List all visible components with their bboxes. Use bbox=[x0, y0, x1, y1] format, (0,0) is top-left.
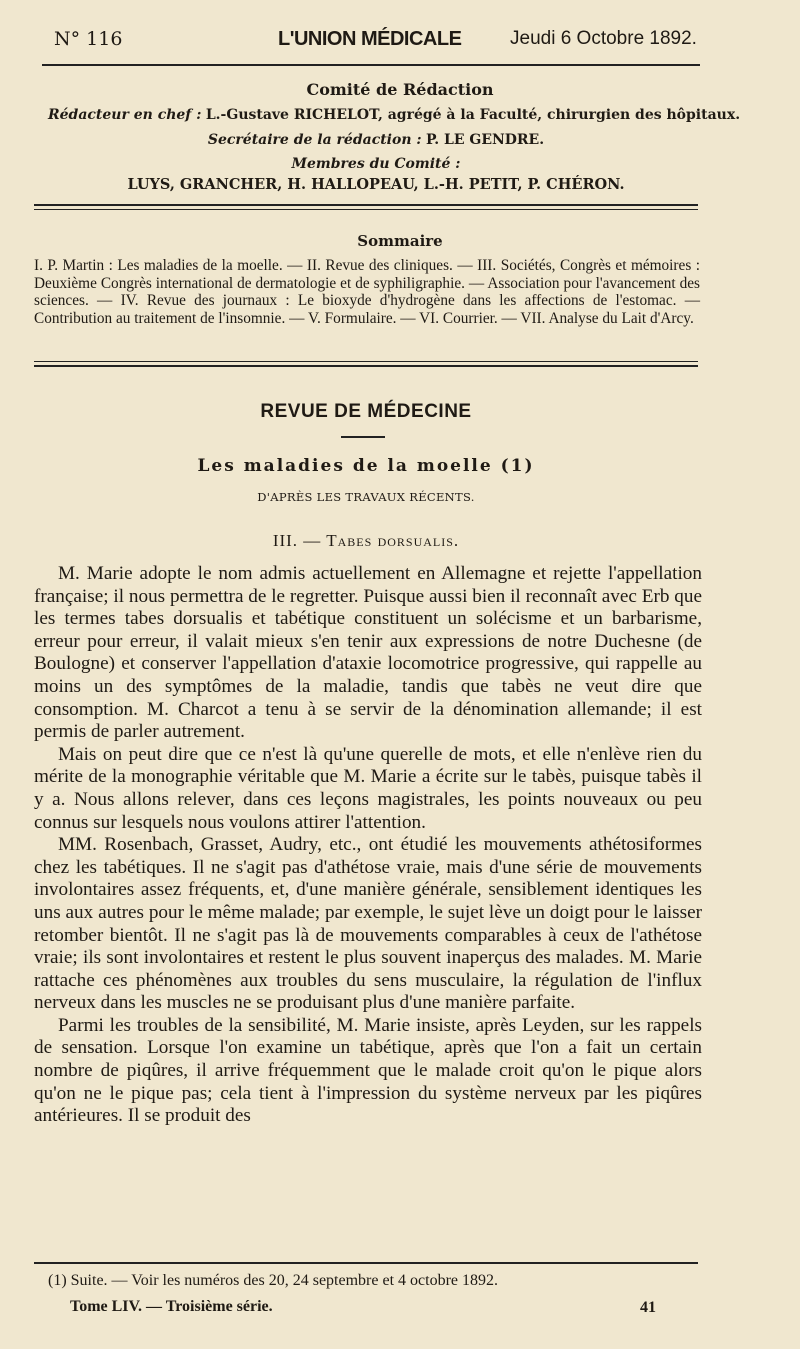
article-part: III. — Tabes dorsualis. bbox=[272, 531, 460, 550]
summary-text: I. P. Martin : Les maladies de la moelle. — II. Revue des cliniques. — III. Sociétés, Congrès et mémoires : Deuxième Congrès international de dermatologie et de syphiligraphie. — Association pour l'avancement des sciences. — IV. Revue des journaux : Le bioxyde d'hydrogène dans les affections de l'estomac. — Contribution au traitement de l'insomnie. — V. Formulaire. — VI. Courrier. — VII. Analyse du Lait d'Arcy. bbox=[34, 257, 700, 327]
secretary-line bbox=[0, 132, 776, 148]
journal-title: L'UNION MÉDICALE bbox=[278, 28, 462, 50]
paragraph: Mais on peut dire que ce n'est là qu'une querelle de mots, et elle n'enlève rien du mérite de la monographie véritable que M. Marie a écrite sur le tabès, puisque tabès il y a. Nous allons relever, dans ces leçons magistrales, les points nouveaux ou peu connus sur lesquels nous voulons attirer l'attention. bbox=[34, 743, 702, 833]
secretary-name: P. LE GENDRE. bbox=[426, 132, 545, 148]
committee-rule-top bbox=[34, 204, 698, 206]
editor-in-chief bbox=[48, 107, 741, 123]
section-rule bbox=[341, 436, 385, 438]
members-label: Membres du Comité : bbox=[291, 156, 461, 172]
issue-date: Jeudi 6 Octobre 1892. bbox=[510, 28, 697, 49]
committee-rule-bottom bbox=[34, 209, 698, 210]
section-title: REVUE DE MÉDECINE bbox=[260, 401, 472, 422]
editor-name: L.-Gustave RICHELOT, agrégé à la Faculté, chirurgien des hôpitaux. bbox=[205, 107, 741, 123]
footnote-rule bbox=[34, 1262, 698, 1264]
page-number: 41 bbox=[640, 1299, 656, 1316]
summary-title: Sommaire bbox=[357, 232, 443, 250]
summary-rule-top bbox=[34, 361, 698, 362]
volume-line bbox=[70, 1298, 273, 1316]
paragraph: MM. Rosenbach, Grasset, Audry, etc., ont étudié les mouvements athétosiformes chez les tabétiques. Il ne s'agit pas d'athétose vraie, mais d'une série de mouvements involontaires assez fréquents, et, d'une manière générale, sensiblement identiques les uns aux autres pour le même malade; par exemple, le sujet lève un doigt pour le laisser retomber bientôt. Il ne s'agit pas là de mouvements comparables à ceux de l'athétose vraie; ils sont involontaires et restent le plus souvent inaperçus des malades. M. Marie rattache ces phénomènes aux troubles du sens musculaire, la régulation de l'influx nerveux dans les muscles ne se produisant plus d'une manière parfaite. bbox=[34, 834, 702, 1014]
article-subtitle: D'APRÈS LES TRAVAUX RÉCENTS. bbox=[257, 490, 475, 504]
header-rule bbox=[42, 64, 700, 66]
footnote: (1) Suite. — Voir les numéros des 20, 24 septembre et 4 octobre 1892. bbox=[48, 1272, 498, 1289]
paragraph: Parmi les troubles de la sensibilité, M. Marie insiste, après Leyden, sur les rappels de sensation. Lorsque l'on examine un tabétique, après que l'on a fait un certain nombre de piqûres, il arrive fréquemment que le malade croit qu'on le pique alors qu'on ne le pique pas; cela tient à l'impression du système nerveux par les piqûres antérieures. Il se produit des bbox=[34, 1014, 702, 1127]
summary-rule-bottom bbox=[34, 365, 698, 367]
members-list: LUYS, GRANCHER, H. HALLOPEAU, L.-H. PETIT, P. CHÉRON. bbox=[127, 176, 625, 193]
secretary-label: Secrétaire de la rédaction : bbox=[207, 132, 422, 148]
article-body bbox=[34, 563, 702, 1128]
committee-title: Comité de Rédaction bbox=[306, 80, 494, 99]
article-title: Les maladies de la moelle (1) bbox=[197, 456, 535, 476]
volume-text: Tome LIV. — Troisième série. bbox=[70, 1298, 273, 1315]
page-header bbox=[0, 28, 800, 60]
issue-number: N° 116 bbox=[54, 28, 123, 50]
editor-label: Rédacteur en chef : bbox=[48, 107, 202, 123]
paragraph: M. Marie adopte le nom admis actuellement en Allemagne et rejette l'appellation française; il nous permettra de le regretter. Puisque aussi bien il reconnaît avec Erb que les termes tabes dorsualis et tabétique constituent un solécisme et un barbarisme, erreur pour erreur, il valait mieux s'en tenir aux expressions de notre Duchesne (de Boulogne) et conserver l'appellation d'ataxie locomotrice progressive, qui rappelle au moins un des symptômes de la maladie, tandis que tabès ne veut dire que consomption. M. Charcot a tenu à se servir de la dénomination allemande; il est permis de parler autrement. bbox=[34, 563, 702, 743]
